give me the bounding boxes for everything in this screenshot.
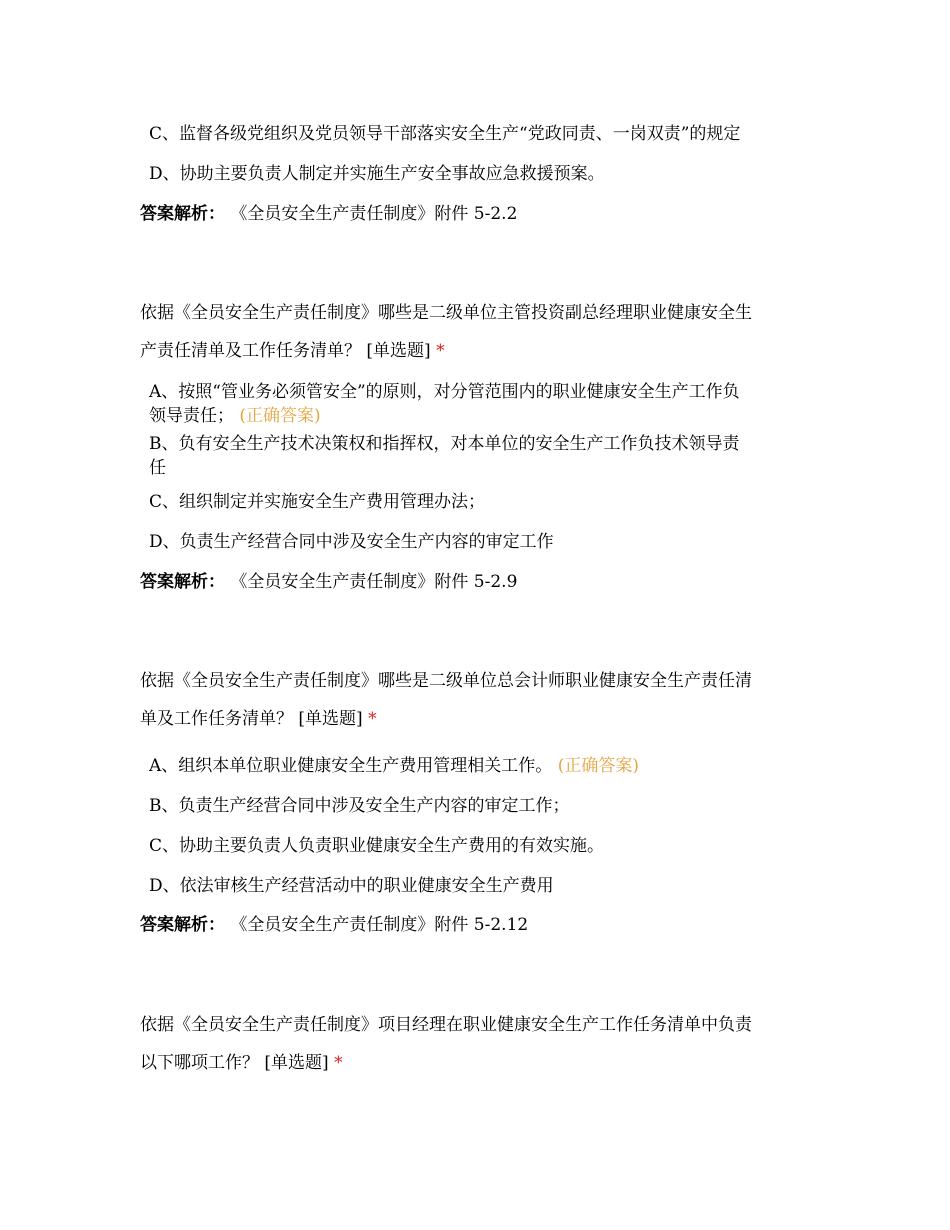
answer-text: 《全员安全生产责任制度》附件 5-2.12	[230, 915, 529, 935]
answer-label: 答案解析：	[140, 915, 225, 935]
option-a-continued[interactable]	[149, 404, 321, 428]
answer-text: 《全员安全生产责任制度》附件 5-2.9	[230, 572, 518, 592]
question-text: 产责任清单及工作任务清单？	[140, 341, 361, 361]
option-text: C、协助主要负责人负责职业健康安全生产费用的有效实施。	[149, 836, 605, 856]
option-b[interactable]	[149, 432, 740, 456]
option-b[interactable]	[149, 794, 570, 818]
question-2-text-line1	[140, 669, 752, 693]
question-text: 单及工作任务清单？	[140, 709, 293, 729]
question-text: 以下哪项工作？	[140, 1053, 259, 1073]
option-text: D、依法审核生产经营活动中的职业健康安全生产费用	[149, 876, 554, 896]
option-c[interactable]	[149, 122, 740, 146]
question-1-text-line1	[140, 301, 752, 325]
option-text: C、监督各级党组织及党员领导干部落实安全生产“党政同责、一岗双责”的规定	[149, 124, 741, 144]
question-text: 依据《全员安全生产责任制度》哪些是二级单位总会计师职业健康安全生产责任清	[140, 671, 752, 691]
question-text: 依据《全员安全生产责任制度》哪些是二级单位主管投资副总经理职业健康安全生	[140, 303, 752, 323]
option-a[interactable]	[149, 754, 639, 778]
option-text: B、负责生产经营合同中涉及安全生产内容的审定工作；	[149, 796, 570, 816]
option-text: D、协助主要负责人制定并实施生产安全事故应急救援预案。	[149, 164, 605, 184]
question-type: [单选题]	[366, 341, 431, 361]
option-text: A、按照“管业务必须管安全”的原则，对分管范围内的职业健康安全生产工作负	[149, 382, 740, 402]
option-b-continued[interactable]	[149, 456, 166, 480]
question-3-text-line2	[140, 1051, 343, 1075]
option-d[interactable]	[149, 874, 554, 898]
required-marker: *	[334, 1053, 343, 1073]
option-text: A、组织本单位职业健康安全生产费用管理相关工作。	[149, 756, 553, 776]
question-type: [单选题]	[298, 709, 363, 729]
answer-label: 答案解析：	[140, 572, 225, 592]
required-marker: *	[368, 709, 377, 729]
option-a[interactable]	[149, 380, 740, 404]
question-2-text-line2	[140, 707, 377, 731]
question-3-text-line1	[140, 1013, 752, 1037]
correct-answer-marker: (正确答案)	[557, 756, 639, 776]
option-text: 领导责任；	[149, 406, 234, 426]
option-c[interactable]	[149, 834, 604, 858]
answer-label: 答案解析：	[140, 204, 225, 224]
option-text: C、组织制定并实施安全生产费用管理办法；	[149, 492, 486, 512]
answer-explanation	[140, 570, 517, 594]
option-text: 任	[149, 458, 166, 478]
option-c[interactable]	[149, 490, 485, 514]
answer-explanation	[140, 913, 528, 937]
answer-explanation	[140, 202, 517, 226]
answer-text: 《全员安全生产责任制度》附件 5-2.2	[230, 204, 518, 224]
option-text: B、负有安全生产技术决策权和指挥权，对本单位的安全生产工作负技术领导责	[149, 434, 740, 454]
option-text: D、负责生产经营合同中涉及安全生产内容的审定工作	[149, 532, 554, 552]
question-1-text-line2	[140, 339, 445, 363]
question-type: [单选题]	[264, 1053, 329, 1073]
option-d[interactable]	[149, 162, 605, 186]
correct-answer-marker: (正确答案)	[239, 406, 321, 426]
required-marker: *	[436, 341, 445, 361]
question-text: 依据《全员安全生产责任制度》项目经理在职业健康安全生产工作任务清单中负责	[140, 1015, 752, 1035]
option-d[interactable]	[149, 530, 554, 554]
